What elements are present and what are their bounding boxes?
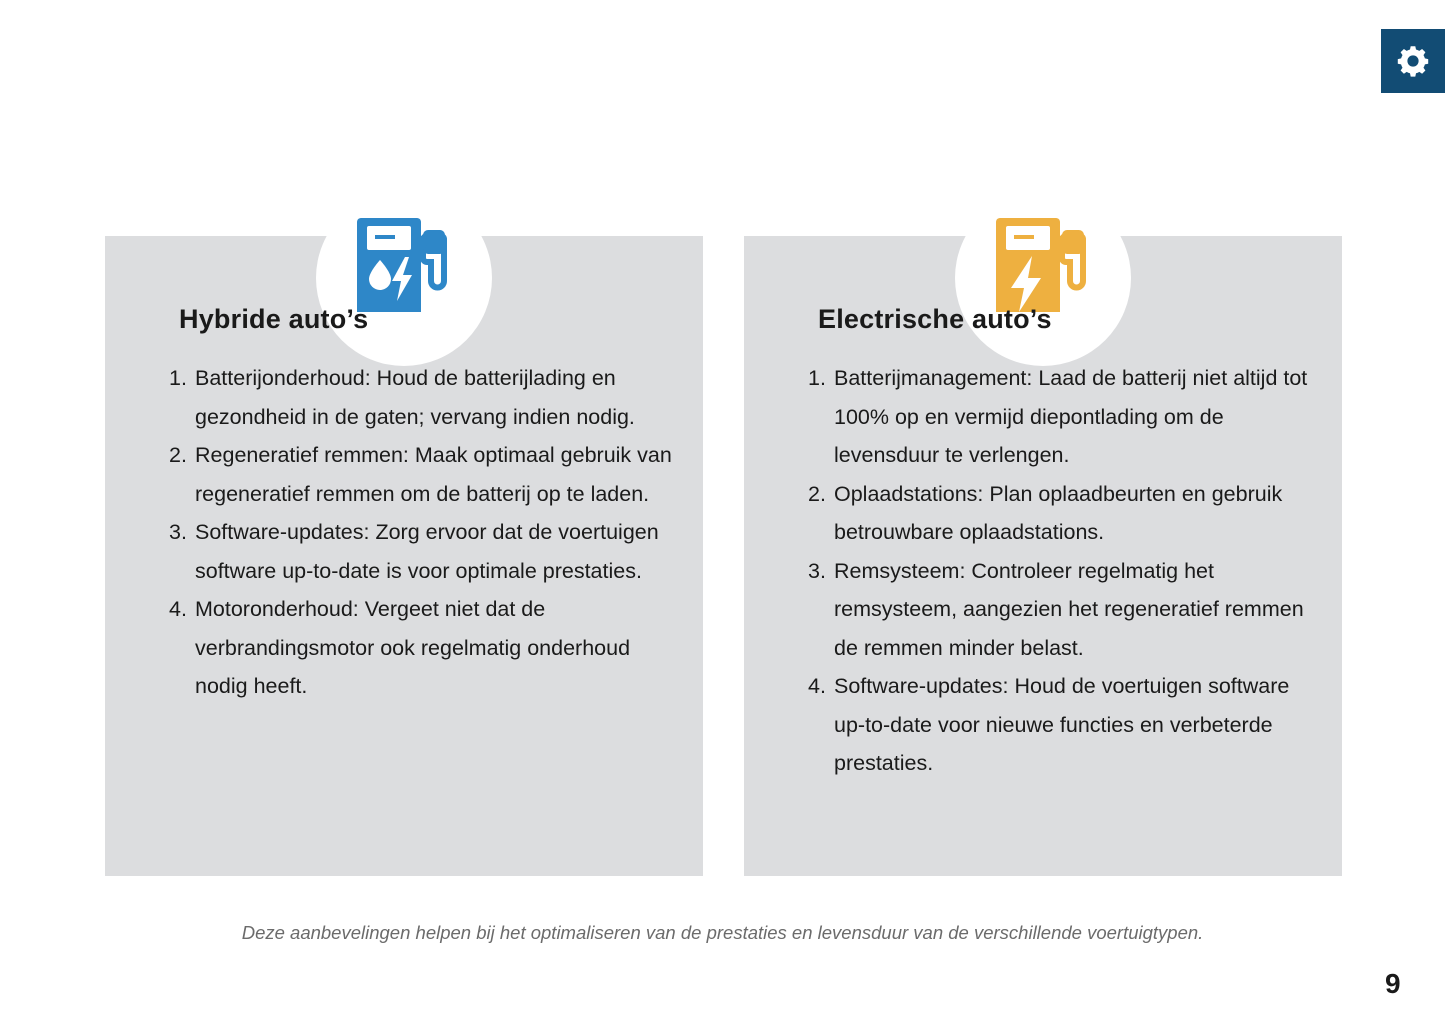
icon-circle-electrische — [955, 190, 1131, 366]
recommendation-list-electrische — [772, 359, 1322, 783]
list-item: Regeneratief remmen: Maak optimaal gebruik van regeneratief remmen om de batterij op te laden. — [195, 443, 672, 506]
gear-icon — [1394, 42, 1432, 80]
list-item: Motoronderhoud: Vergeet niet dat de verbrandingsmotor ook regelmatig onderhoud nodig heeft. — [195, 597, 631, 698]
list-item: Oplaadstations: Plan oplaadbeurten en gebruik betrouwbare oplaadstations. — [834, 481, 1283, 544]
recommendation-list-hybride — [133, 359, 683, 706]
icon-circle-hybride — [316, 190, 492, 366]
list-item: Batterijmanagement: Laad de batterij niet altijd tot 100% op en vermijd diepontlading om de levensduur te verlengen. — [834, 366, 1308, 467]
card-title-electrische: Electrische auto’s — [818, 304, 1052, 334]
footer-note: Deze aanbevelingen helpen bij het optimaliseren van de prestaties en levensduur van de verschillende voertuigtypen. — [241, 922, 1204, 943]
gear-badge — [1381, 29, 1445, 93]
list-item: Software-updates: Houd de voertuigen software up-to-date voor nieuwe functies en verbeterde prestaties. — [834, 674, 1290, 775]
page-number: 9 — [1385, 968, 1401, 999]
list-item: Batterijonderhoud: Houd de batterijlading en gezondheid in de gaten; vervang indien nodig. — [195, 366, 635, 429]
card-hybride — [105, 236, 703, 876]
list-item: Software-updates: Zorg ervoor dat de voertuigen software up-to-date is voor optimale prestaties. — [195, 520, 659, 583]
list-item: Remsysteem: Controleer regelmatig het remsysteem, aangezien het regeneratief remmen de remmen minder belast. — [834, 558, 1304, 660]
card-electrische — [744, 236, 1342, 876]
card-title-hybride: Hybride auto’s — [179, 304, 369, 334]
